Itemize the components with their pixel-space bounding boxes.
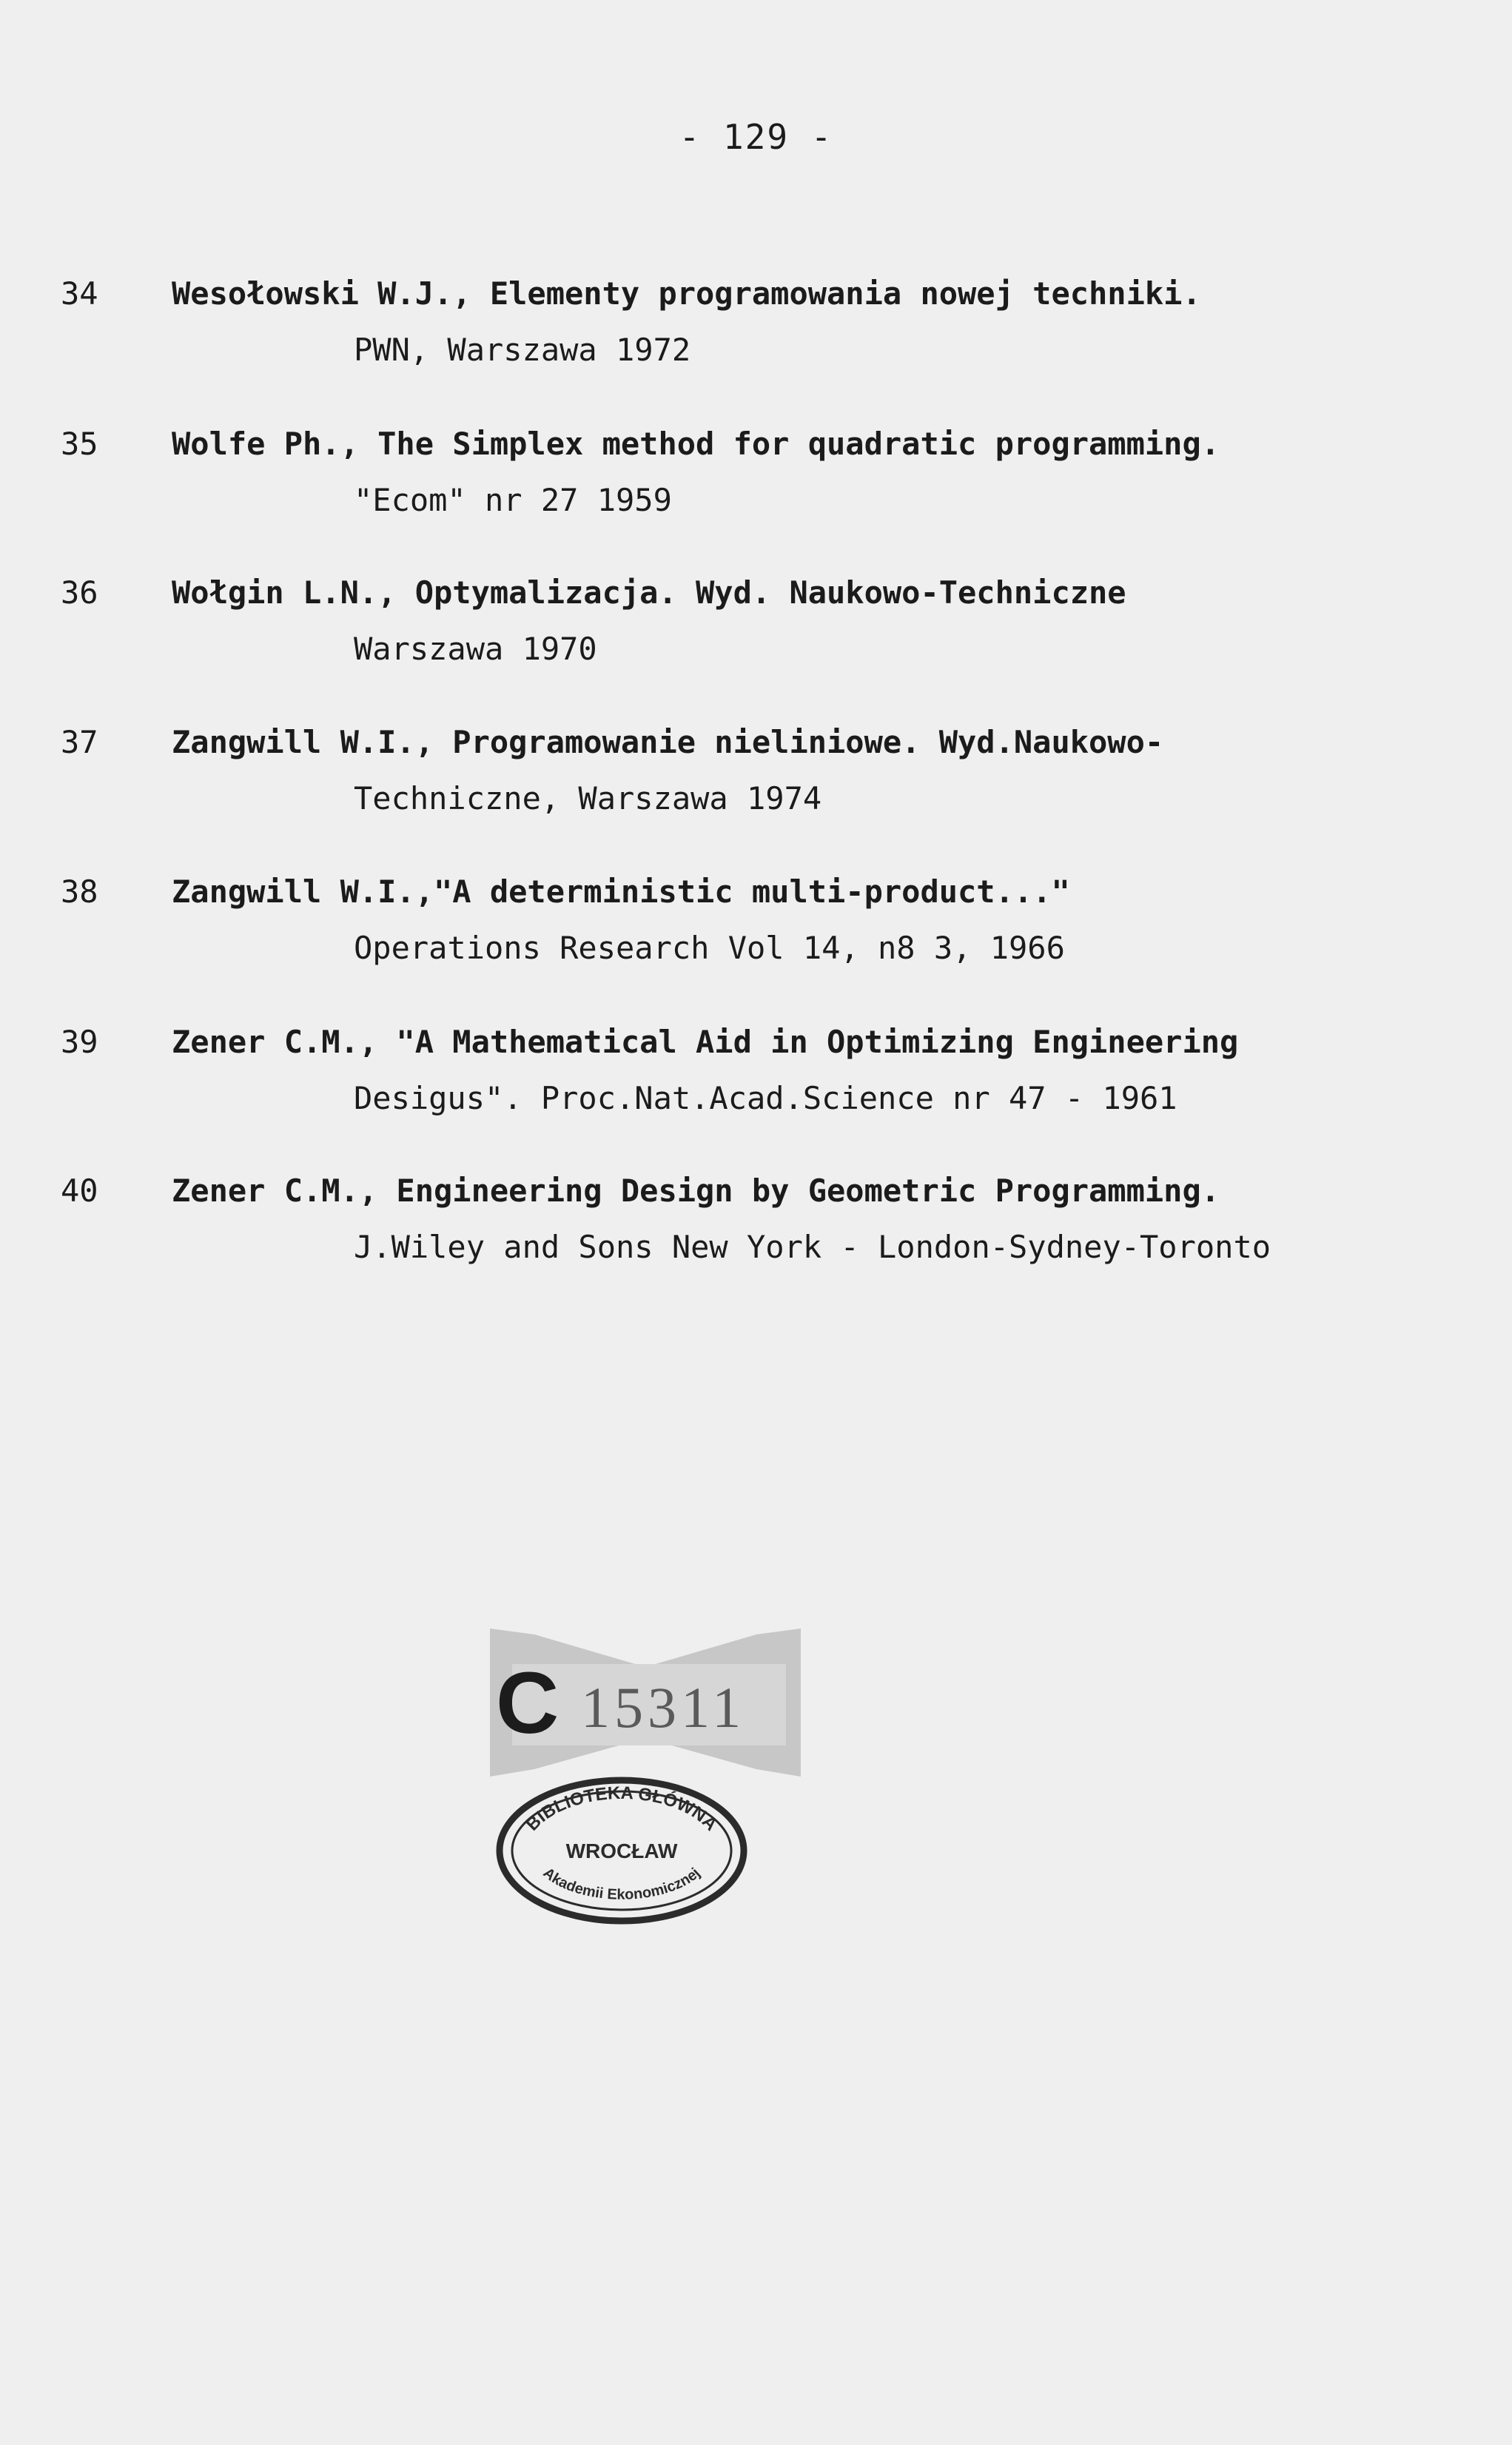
reference-entry xyxy=(0,1173,1512,1276)
page-number: - 129 - xyxy=(679,117,833,157)
library-seal-stamp xyxy=(481,1765,762,1928)
reference-author-title: Zangwill W.I., Programowanie nieliniowe. Wyd.Naukowo- xyxy=(172,724,1164,760)
library-stamp-area xyxy=(481,1621,807,1947)
reference-publication: Operations Research Vol 14, n8 3, 1966 xyxy=(354,930,1065,966)
reference-number: 36 xyxy=(61,574,98,611)
reference-entry xyxy=(0,426,1512,529)
reference-number: 35 xyxy=(61,426,98,462)
reference-entry xyxy=(0,873,1512,977)
reference-author-title: Zener C.M., "A Mathematical Aid in Optimizing Engineering xyxy=(172,1024,1239,1060)
reference-number: 38 xyxy=(61,873,98,910)
svg-text:WROCŁAW: WROCŁAW xyxy=(565,1839,678,1862)
reference-entry xyxy=(0,275,1512,379)
reference-author-title: Wesołowski W.J., Elementy programowania nowej techniki. xyxy=(172,275,1201,312)
svg-text:Akademii Ekonomicznej: Akademii Ekonomicznej xyxy=(540,1864,704,1903)
reference-number: 34 xyxy=(61,275,98,312)
svg-text:BIBLIOTEKA GŁÓWNA: BIBLIOTEKA GŁÓWNA xyxy=(522,1782,722,1835)
inventory-number: 15311 xyxy=(581,1675,746,1740)
reference-publication: PWN, Warszawa 1972 xyxy=(354,332,691,368)
reference-publication: Techniczne, Warszawa 1974 xyxy=(354,780,822,816)
reference-entry xyxy=(0,1024,1512,1127)
reference-publication: J.Wiley and Sons New York - London-Sydney-Toronto xyxy=(354,1229,1271,1265)
reference-author-title: Wolfe Ph., The Simplex method for quadratic programming. xyxy=(172,426,1220,462)
reference-author-title: Zangwill W.I.,"A deterministic multi-product..." xyxy=(172,873,1070,910)
reference-publication: Desigus". Proc.Nat.Acad.Science nr 47 - 1961 xyxy=(354,1080,1177,1116)
reference-number: 39 xyxy=(61,1024,98,1060)
reference-entry xyxy=(0,724,1512,828)
reference-author-title: Zener C.M., Engineering Design by Geometric Programming. xyxy=(172,1173,1220,1209)
reference-number: 40 xyxy=(61,1173,98,1209)
collection-letter: C xyxy=(496,1654,560,1752)
reference-number: 37 xyxy=(61,724,98,760)
reference-author-title: Wołgin L.N., Optymalizacja. Wyd. Naukowo-Techniczne xyxy=(172,574,1126,611)
reference-entry xyxy=(0,574,1512,678)
reference-publication: "Ecom" nr 27 1959 xyxy=(354,482,672,518)
reference-publication: Warszawa 1970 xyxy=(354,631,597,667)
